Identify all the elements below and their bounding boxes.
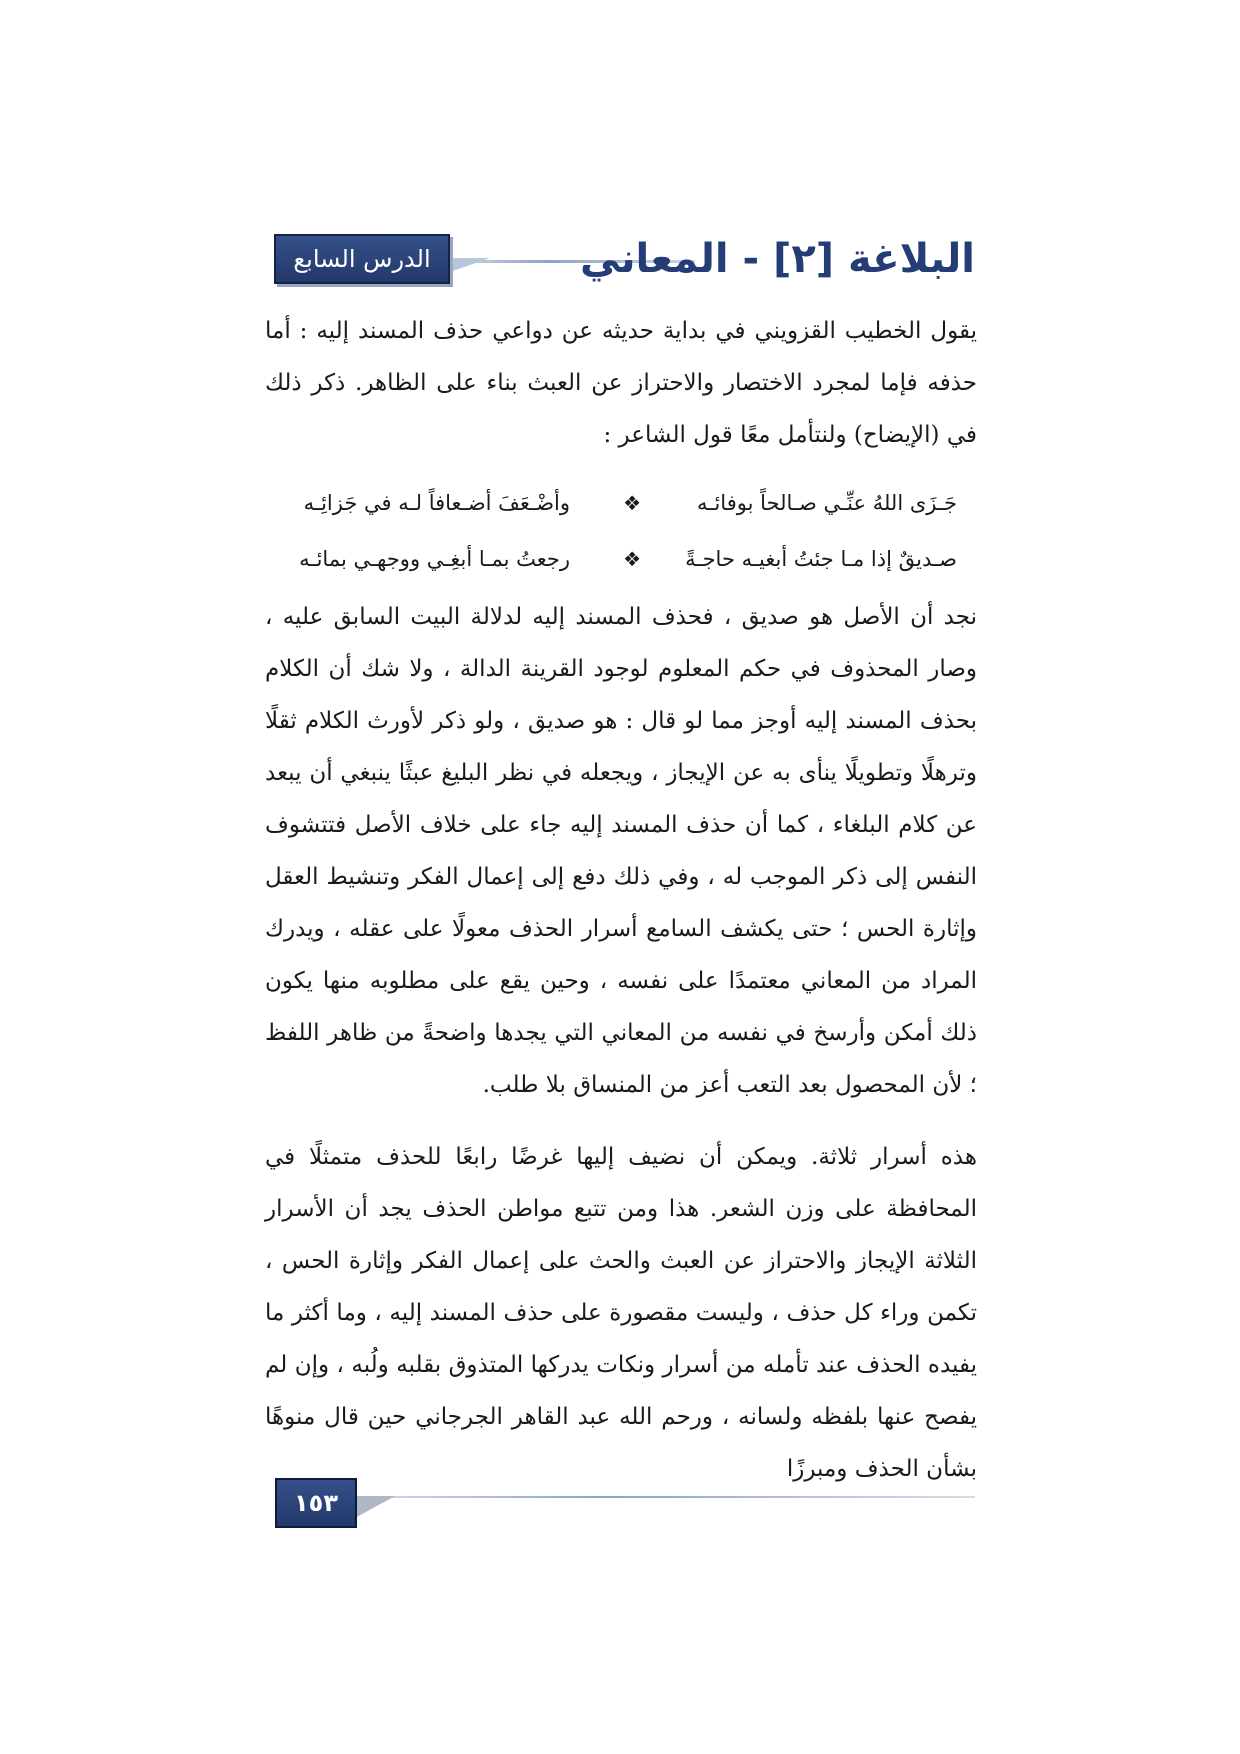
footer-rule [355,1496,975,1498]
verse-first-hemistich: جَـزَى اللهُ عنِّـي صـالحاً بوفائـه [697,491,957,515]
book-title: البلاغة [٢] - المعاني [579,236,975,282]
verse-separator-icon: ❖ [623,491,641,515]
poem-verse [265,531,977,587]
page-number: ١٥٣ [275,1478,357,1528]
verse-separator-icon: ❖ [623,547,641,571]
page-header [270,228,975,290]
footer-rule-wedge [355,1496,395,1518]
page-content [265,305,977,1495]
verse-second-hemistich: رجعتُ بمـا أبغِـي ووجهـي بمائـه [299,547,570,571]
verse-first-hemistich: صـديقٌ إذا مـا جئتُ أبغيـه حاجـةً [685,547,957,571]
paragraph-intro: يقول الخطيب القزويني في بداية حديثه عن دواعي حذف المسند إليه : أما حذفه فإما لمجرد الاختصار والاحتراز عن العبث بناء على الظاهر. ذكر ذلك في (الإيضاح) ولنتأمل معًا قول الشاعر : [265,318,977,448]
verse-second-hemistich: وأضْـعَفَ أضـعافاً لـه في جَزائِـه [303,491,570,515]
poem-verse [265,475,977,531]
page-footer [275,1478,975,1528]
paragraph-secrets: هذه أسرار ثلاثة. ويمكن أن نضيف إليها غرضًا رابعًا للحذف متمثلًا في المحافظة على وزن الشعر. هذا ومن تتبع مواطن الحذف يجد أن الأسرار الثلاثة الإيجاز والاحتراز عن العبث والحث على إعمال الفكر وإثارة الحس ، تكمن وراء كل حذف ، وليست مقصورة على حذف المسند إليه ، وما أكثر ما يفيده الحذف عند تأمله من أسرار ونكات يدركها المتذوق بقلبه ولُبه ، وإن لم يفصح عنها بلفظه ولسانه ، ورحم الله عبد القاهر الجرجاني حين قال منوهًا بشأن الحذف ومبرزًا [265,1144,977,1482]
poem [265,475,977,587]
paragraph-analysis: نجد أن الأصل هو صديق ، فحذف المسند إليه لدلالة البيت السابق عليه ، وصار المحذوف في حكم المعلوم لوجود القرينة الدالة ، ولا شك أن الكلام بحذف المسند إليه أوجز مما لو قال : هو صديق ، ولو ذكر لأورث الكلام ثقلًا وترهلًا وتطويلًا ينأى به عن الإيجاز ، ويجعله في نظر البليغ عبثًا ينبغي أن يبعد عن كلام البلغاء ، كما أن حذف المسند إليه جاء على خلاف الأصل فتتشوف النفس إلى ذكر الموجب له ، وفي ذلك دفع إلى إعمال الفكر وتنشيط العقل وإثارة الحس ؛ حتى يكشف السامع أسرار الحذف معولًا على عقله ، ويدرك المراد من المعاني معتمدًا على نفسه ، وحين يقع على مطلوبه منها يكون ذلك أمكن وأرسخ في نفسه من المعاني التي يجدها واضحةً من ظاهر اللفظ ؛ لأن المحصول بعد التعب أعز من المنساق بلا طلب. [265,604,977,1098]
header-rule-wedge [450,258,490,272]
lesson-badge: الدرس السابع [274,234,450,284]
